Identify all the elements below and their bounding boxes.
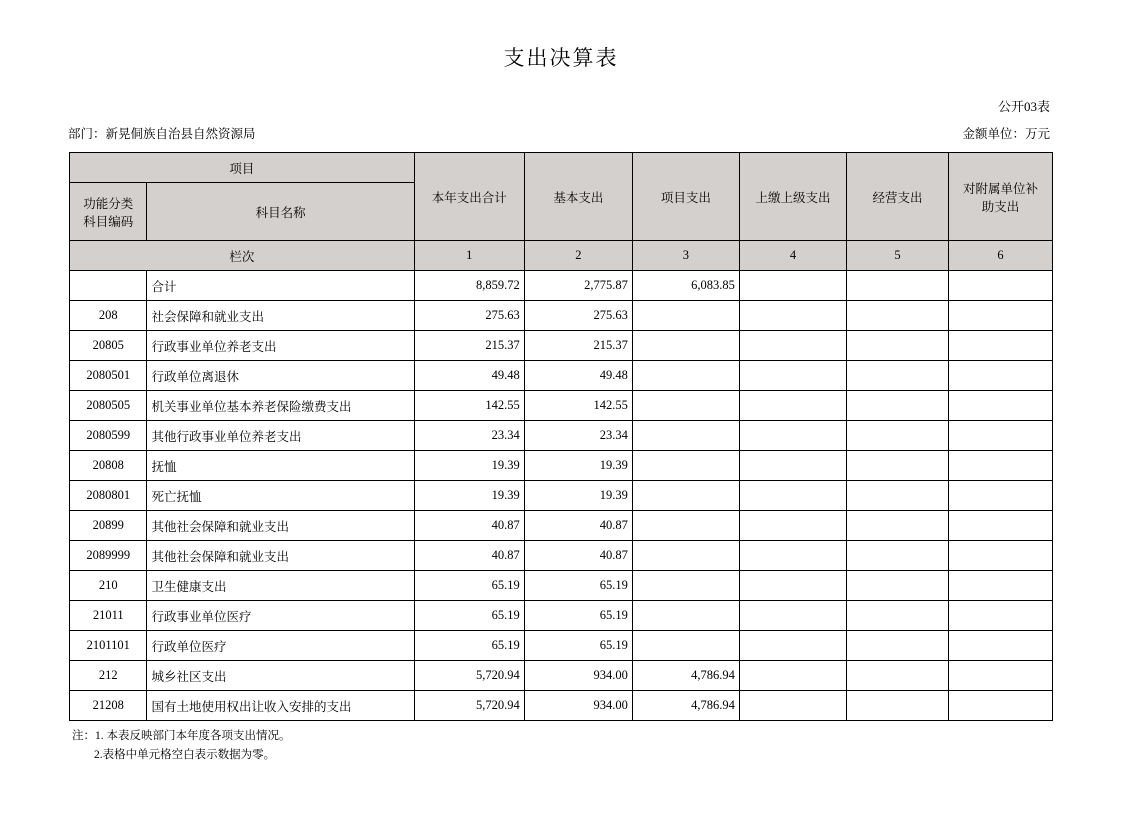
cell-upper [739, 511, 846, 541]
table-row [70, 481, 1053, 511]
table-row [70, 661, 1053, 691]
cell-total: 215.37 [414, 331, 524, 361]
cell-subsidy [948, 361, 1052, 391]
cell-business [846, 511, 948, 541]
rank-2: 2 [524, 241, 632, 271]
cell-project [632, 331, 739, 361]
cell-business [846, 421, 948, 451]
cell-total: 8,859.72 [414, 271, 524, 301]
cell-name: 行政单位医疗 [147, 631, 414, 661]
cell-upper [739, 361, 846, 391]
cell-code [70, 271, 147, 301]
expenditure-table [69, 152, 1053, 721]
cell-upper [739, 391, 846, 421]
cell-business [846, 541, 948, 571]
header-total: 本年支出合计 [414, 153, 524, 241]
cell-name: 其他行政事业单位养老支出 [147, 421, 414, 451]
cell-code: 21208 [70, 691, 147, 721]
cell-total: 40.87 [414, 541, 524, 571]
cell-basic: 65.19 [524, 571, 632, 601]
header-subsidy-line2: 助支出 [981, 199, 1020, 214]
cell-business [846, 301, 948, 331]
cell-name: 机关事业单位基本养老保险缴费支出 [147, 391, 414, 421]
note-line-1: 注：1. 本表反映部门本年度各项支出情况。 [72, 730, 291, 742]
rank-3: 3 [632, 241, 739, 271]
header-upper: 上缴上级支出 [739, 153, 846, 241]
table-notes [72, 727, 1122, 765]
rank-1: 1 [414, 241, 524, 271]
cell-code: 210 [70, 571, 147, 601]
cell-basic: 65.19 [524, 631, 632, 661]
cell-basic: 65.19 [524, 601, 632, 631]
cell-upper [739, 271, 846, 301]
cell-upper [739, 331, 846, 361]
header-code-line2: 科目编码 [83, 214, 134, 229]
header-code [70, 183, 147, 241]
header-subsidy-line1: 对附属单位补 [962, 181, 1038, 196]
cell-name: 行政单位离退休 [147, 361, 414, 391]
cell-name: 城乡社区支出 [147, 661, 414, 691]
cell-code: 20808 [70, 451, 147, 481]
cell-total: 65.19 [414, 631, 524, 661]
cell-basic: 215.37 [524, 331, 632, 361]
cell-project [632, 391, 739, 421]
header-subsidy [948, 153, 1052, 241]
cell-project [632, 301, 739, 331]
cell-subsidy [948, 271, 1052, 301]
cell-project [632, 451, 739, 481]
cell-project [632, 511, 739, 541]
cell-upper [739, 601, 846, 631]
rank-4: 4 [739, 241, 846, 271]
cell-name: 卫生健康支出 [147, 571, 414, 601]
cell-basic: 142.55 [524, 391, 632, 421]
cell-upper [739, 571, 846, 601]
cell-basic: 40.87 [524, 511, 632, 541]
cell-upper [739, 631, 846, 661]
cell-project: 4,786.94 [632, 661, 739, 691]
table-row [70, 511, 1053, 541]
table-row [70, 391, 1053, 421]
cell-basic: 49.48 [524, 361, 632, 391]
rank-5: 5 [846, 241, 948, 271]
cell-total: 5,720.94 [414, 691, 524, 721]
cell-business [846, 391, 948, 421]
table-row [70, 331, 1053, 361]
cell-basic: 934.00 [524, 661, 632, 691]
header-business: 经营支出 [846, 153, 948, 241]
cell-business [846, 331, 948, 361]
cell-code: 2101101 [70, 631, 147, 661]
cell-project [632, 541, 739, 571]
page-title: 支出决算表 [503, 46, 619, 70]
cell-total: 65.19 [414, 571, 524, 601]
cell-total: 65.19 [414, 601, 524, 631]
cell-project [632, 421, 739, 451]
cell-code: 20899 [70, 511, 147, 541]
table-row [70, 691, 1053, 721]
cell-subsidy [948, 631, 1052, 661]
cell-subsidy [948, 451, 1052, 481]
cell-basic: 23.34 [524, 421, 632, 451]
cell-basic: 934.00 [524, 691, 632, 721]
table-rank-row [70, 241, 1053, 271]
cell-code: 2080599 [70, 421, 147, 451]
cell-name: 国有土地使用权出让收入安排的支出 [147, 691, 414, 721]
cell-subsidy [948, 421, 1052, 451]
cell-project [632, 361, 739, 391]
cell-subsidy [948, 331, 1052, 361]
cell-basic: 19.39 [524, 451, 632, 481]
cell-code: 2089999 [70, 541, 147, 571]
table-row [70, 301, 1053, 331]
table-row [70, 451, 1053, 481]
document-page [0, 42, 1122, 835]
cell-subsidy [948, 541, 1052, 571]
cell-upper [739, 451, 846, 481]
cell-subsidy [948, 571, 1052, 601]
cell-name: 社会保障和就业支出 [147, 301, 414, 331]
table-row [70, 571, 1053, 601]
cell-business [846, 601, 948, 631]
cell-subsidy [948, 391, 1052, 421]
cell-business [846, 481, 948, 511]
cell-project [632, 631, 739, 661]
rank-label: 栏次 [70, 241, 415, 271]
cell-business [846, 361, 948, 391]
cell-subsidy [948, 481, 1052, 511]
cell-project [632, 601, 739, 631]
cell-business [846, 451, 948, 481]
department-label: 部门：新晃侗族自治县自然资源局 [68, 127, 256, 141]
cell-total: 5,720.94 [414, 661, 524, 691]
cell-business [846, 661, 948, 691]
cell-code: 212 [70, 661, 147, 691]
note-line-2: 2.表格中单元格空白表示数据为零。 [94, 749, 276, 761]
cell-basic: 40.87 [524, 541, 632, 571]
table-row [70, 631, 1053, 661]
cell-subsidy [948, 661, 1052, 691]
amount-unit-label: 金额单位：万元 [962, 127, 1050, 141]
cell-subsidy [948, 691, 1052, 721]
cell-business [846, 691, 948, 721]
cell-total: 23.34 [414, 421, 524, 451]
cell-name: 行政事业单位养老支出 [147, 331, 414, 361]
cell-total: 40.87 [414, 511, 524, 541]
cell-total: 19.39 [414, 451, 524, 481]
cell-code: 2080501 [70, 361, 147, 391]
cell-code: 2080801 [70, 481, 147, 511]
form-number: 公开03表 [997, 99, 1050, 114]
cell-name: 死亡抚恤 [147, 481, 414, 511]
form-number-row [0, 96, 1122, 118]
cell-basic: 275.63 [524, 301, 632, 331]
table-row [70, 601, 1053, 631]
cell-upper [739, 661, 846, 691]
cell-subsidy [948, 301, 1052, 331]
cell-total: 19.39 [414, 481, 524, 511]
cell-total: 275.63 [414, 301, 524, 331]
header-project-expense: 项目支出 [632, 153, 739, 241]
cell-project: 4,786.94 [632, 691, 739, 721]
cell-upper [739, 691, 846, 721]
cell-basic: 2,775.87 [524, 271, 632, 301]
cell-code: 208 [70, 301, 147, 331]
cell-project [632, 481, 739, 511]
cell-upper [739, 421, 846, 451]
header-code-line1: 功能分类 [83, 196, 134, 211]
cell-basic: 19.39 [524, 481, 632, 511]
cell-business [846, 631, 948, 661]
cell-subsidy [948, 601, 1052, 631]
cell-subsidy [948, 511, 1052, 541]
cell-total: 142.55 [414, 391, 524, 421]
cell-name: 其他社会保障和就业支出 [147, 541, 414, 571]
table-header-row-group [70, 153, 1053, 183]
cell-business [846, 571, 948, 601]
cell-upper [739, 481, 846, 511]
table-row [70, 271, 1053, 301]
cell-code: 20805 [70, 331, 147, 361]
cell-name: 抚恤 [147, 451, 414, 481]
meta-row [0, 124, 1122, 146]
header-project-group: 项目 [70, 153, 415, 183]
table-row [70, 361, 1053, 391]
cell-project [632, 571, 739, 601]
cell-upper [739, 301, 846, 331]
rank-6: 6 [948, 241, 1052, 271]
header-subject-name: 科目名称 [147, 183, 414, 241]
cell-business [846, 271, 948, 301]
cell-name: 合计 [147, 271, 414, 301]
cell-code: 21011 [70, 601, 147, 631]
table-row [70, 421, 1053, 451]
cell-upper [739, 541, 846, 571]
cell-total: 49.48 [414, 361, 524, 391]
cell-name: 行政事业单位医疗 [147, 601, 414, 631]
cell-name: 其他社会保障和就业支出 [147, 511, 414, 541]
cell-code: 2080505 [70, 391, 147, 421]
cell-project: 6,083.85 [632, 271, 739, 301]
table-row [70, 541, 1053, 571]
header-basic: 基本支出 [524, 153, 632, 241]
